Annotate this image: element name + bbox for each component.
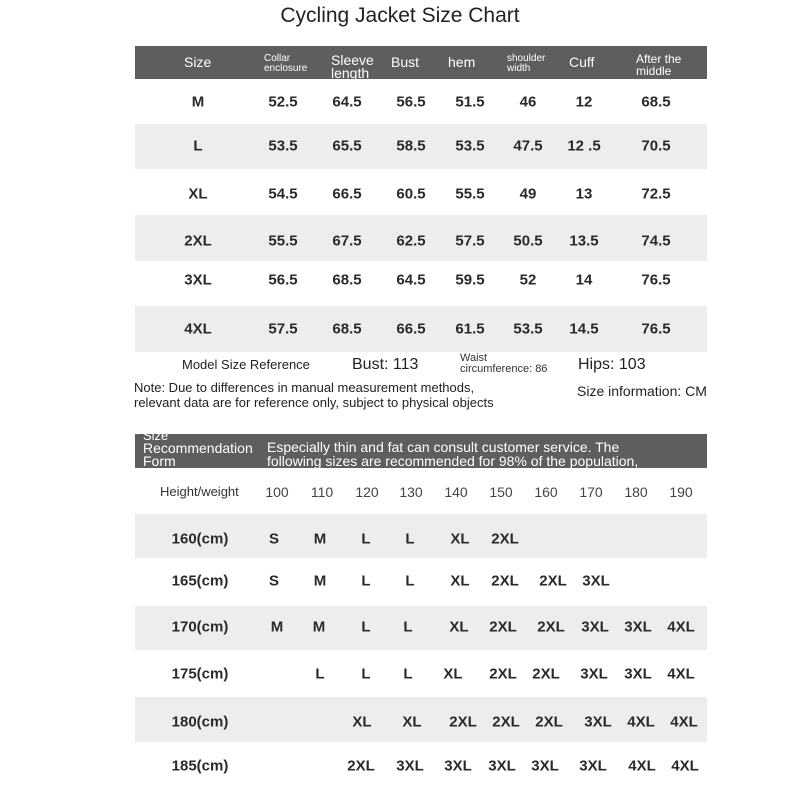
size-value: 14 [575, 271, 593, 289]
size-value: 57.5 [455, 232, 485, 250]
recommended-size: M [312, 618, 326, 636]
weight-column-header: 120 [355, 484, 379, 500]
model-waist-line1: Waist [460, 352, 488, 364]
recommended-size: 2XL [537, 618, 565, 636]
size-chart-column-header [569, 56, 594, 69]
recommended-size: XL [449, 618, 469, 636]
recommended-size: L [361, 665, 371, 683]
model-hips: Hips: 103 [578, 356, 646, 373]
recommended-size: 2XL [491, 530, 519, 548]
header-line: After the [636, 52, 682, 66]
recommended-size: 3XL [531, 757, 559, 775]
size-value: 56.5 [396, 93, 426, 111]
weight-column-header: 180 [624, 484, 648, 500]
size-value: 51.5 [455, 93, 485, 111]
weight-column-header: 160 [534, 484, 558, 500]
model-size-label: Model Size Reference [182, 357, 310, 372]
size-chart-header [135, 46, 707, 79]
recommendation-note-line2: following sizes are recommended for 98% of the population, [267, 453, 639, 469]
recommended-size: L [361, 572, 371, 590]
recommended-size: 3XL [580, 665, 608, 683]
size-value: 68.5 [332, 271, 362, 289]
recommended-size: XL [450, 530, 470, 548]
size-value: 68.5 [332, 320, 362, 338]
size-label: L [193, 137, 203, 155]
recommended-size: S [268, 572, 280, 590]
recommendation-title-line3: Form [143, 453, 176, 469]
size-value: 52.5 [268, 93, 298, 111]
weight-column-header: 190 [669, 484, 693, 500]
page-title: Cycling Jacket Size Chart [280, 4, 520, 27]
size-value: 53.5 [455, 137, 485, 155]
recommended-size: M [313, 572, 327, 590]
weight-column-header: 110 [310, 484, 334, 500]
recommendation-title-line1: Size [143, 428, 169, 443]
size-value: 52 [519, 271, 537, 289]
recommended-size: 2XL [449, 713, 477, 731]
model-waist-line2: circumference: 86 [460, 363, 548, 375]
recommended-size: 2XL [491, 572, 519, 590]
recommendation-note [267, 440, 638, 468]
size-value: 12 .5 [567, 137, 601, 155]
recommended-size: 4XL [667, 665, 695, 683]
recommended-size: 2XL [489, 665, 517, 683]
size-chart-column-header [264, 54, 307, 74]
recommended-size: L [361, 530, 371, 548]
height-label: 165(cm) [171, 572, 229, 590]
recommended-size: 3XL [582, 572, 610, 590]
size-value: 72.5 [641, 185, 671, 203]
recommended-size: XL [402, 713, 422, 731]
size-value: 66.5 [396, 320, 426, 338]
recommendation-note-line1: Especially thin and fat can consult customer service. The [267, 439, 620, 455]
recommended-size: 3XL [624, 665, 652, 683]
size-label: XL [188, 185, 208, 203]
model-waist [460, 353, 547, 375]
size-chart-column-header [331, 54, 374, 80]
size-value: 57.5 [268, 320, 298, 338]
height-label: 170(cm) [171, 618, 229, 636]
recommended-size: 3XL [396, 757, 424, 775]
size-value: 62.5 [396, 232, 426, 250]
recommended-size: M [313, 530, 327, 548]
weight-column-header: 150 [489, 484, 513, 500]
unit-note: Size information: CM [577, 383, 707, 399]
recommendation-title-line2: Recommendation [143, 440, 253, 456]
recommended-size: 3XL [579, 757, 607, 775]
model-bust: Bust: 113 [352, 356, 419, 373]
recommendation-title [143, 429, 253, 468]
weight-column-header: 130 [399, 484, 423, 500]
measurement-note [134, 380, 494, 410]
header-line: hem [448, 54, 476, 70]
size-value: 47.5 [513, 137, 543, 155]
note-line1: Note: Due to differences in manual measurement methods, [134, 380, 475, 395]
recommended-size: M [270, 618, 284, 636]
height-label: 185(cm) [171, 757, 229, 775]
size-value: 56.5 [268, 271, 298, 289]
recommended-size: 2XL [492, 713, 520, 731]
height-label: 160(cm) [171, 530, 229, 548]
size-value: 67.5 [332, 232, 362, 250]
size-label: 4XL [184, 320, 212, 338]
recommended-size: L [405, 530, 415, 548]
recommended-size: XL [450, 572, 470, 590]
size-label: 3XL [184, 271, 212, 289]
recommended-size: L [405, 572, 415, 590]
recommended-size: 2XL [489, 618, 517, 636]
recommended-size: 2XL [532, 665, 560, 683]
size-chart-column-header [391, 56, 419, 69]
size-value: 53.5 [268, 137, 298, 155]
size-value: 76.5 [641, 271, 671, 289]
recommended-size: L [403, 665, 413, 683]
recommended-size: S [268, 530, 280, 548]
size-value: 14.5 [569, 320, 599, 338]
header-line: Sleeve [331, 52, 374, 68]
size-value: 74.5 [641, 232, 671, 250]
recommended-size: L [315, 665, 325, 683]
header-line: Cuff [569, 54, 595, 70]
recommended-size: 4XL [628, 757, 656, 775]
size-value: 46 [519, 93, 537, 111]
size-value: 12 [575, 93, 593, 111]
size-value: 76.5 [641, 320, 671, 338]
recommended-size: 3XL [581, 618, 609, 636]
size-label: 2XL [184, 232, 212, 250]
recommended-size: 3XL [444, 757, 472, 775]
size-value: 13 [575, 185, 593, 203]
size-value: 70.5 [641, 137, 671, 155]
note-line2: relevant data are for reference only, subject to physical objects [134, 395, 494, 410]
size-value: 53.5 [513, 320, 543, 338]
header-line: Bust [391, 54, 420, 70]
height-weight-label: Height/weight [160, 484, 239, 499]
recommended-size: 3XL [488, 757, 516, 775]
size-value: 55.5 [455, 185, 485, 203]
recommended-size: 2XL [347, 757, 375, 775]
size-value: 54.5 [268, 185, 298, 203]
size-value: 49 [519, 185, 537, 203]
header-line: Size [184, 54, 212, 70]
recommended-size: L [361, 618, 371, 636]
size-value: 55.5 [268, 232, 298, 250]
size-chart-column-header [448, 56, 475, 69]
height-label: 175(cm) [171, 665, 229, 683]
size-value: 13.5 [569, 232, 599, 250]
recommended-size: XL [443, 665, 463, 683]
recommended-size: 4XL [627, 713, 655, 731]
weight-column-header: 170 [579, 484, 603, 500]
recommended-size: 3XL [584, 713, 612, 731]
size-value: 64.5 [332, 93, 362, 111]
recommended-size: 2XL [535, 713, 563, 731]
header-line: middle [636, 64, 672, 78]
recommended-size: 3XL [624, 618, 652, 636]
size-value: 65.5 [332, 137, 362, 155]
size-value: 59.5 [455, 271, 485, 289]
size-value: 61.5 [455, 320, 485, 338]
recommended-size: 4XL [671, 757, 699, 775]
height-label: 180(cm) [171, 713, 229, 731]
size-label: M [191, 93, 205, 111]
header-line: length [331, 65, 370, 81]
size-value: 66.5 [332, 185, 362, 203]
size-value: 58.5 [396, 137, 426, 155]
header-line: shoulder [507, 53, 546, 64]
recommended-size: 4XL [667, 618, 695, 636]
weight-column-header: 140 [444, 484, 468, 500]
header-line: Collar [264, 53, 291, 64]
header-line: width [507, 63, 531, 74]
recommended-size: L [403, 618, 413, 636]
recommended-size: XL [352, 713, 372, 731]
size-value: 50.5 [513, 232, 543, 250]
weight-column-header: 100 [265, 484, 289, 500]
recommended-size: 4XL [670, 713, 698, 731]
size-value: 60.5 [396, 185, 426, 203]
header-line: enclosure [264, 63, 308, 74]
size-value: 68.5 [641, 93, 671, 111]
recommended-size: 2XL [539, 572, 567, 590]
size-chart-column-header [636, 53, 681, 77]
size-chart-column-header [184, 56, 211, 69]
size-chart-column-header [507, 54, 545, 74]
size-value: 64.5 [396, 271, 426, 289]
